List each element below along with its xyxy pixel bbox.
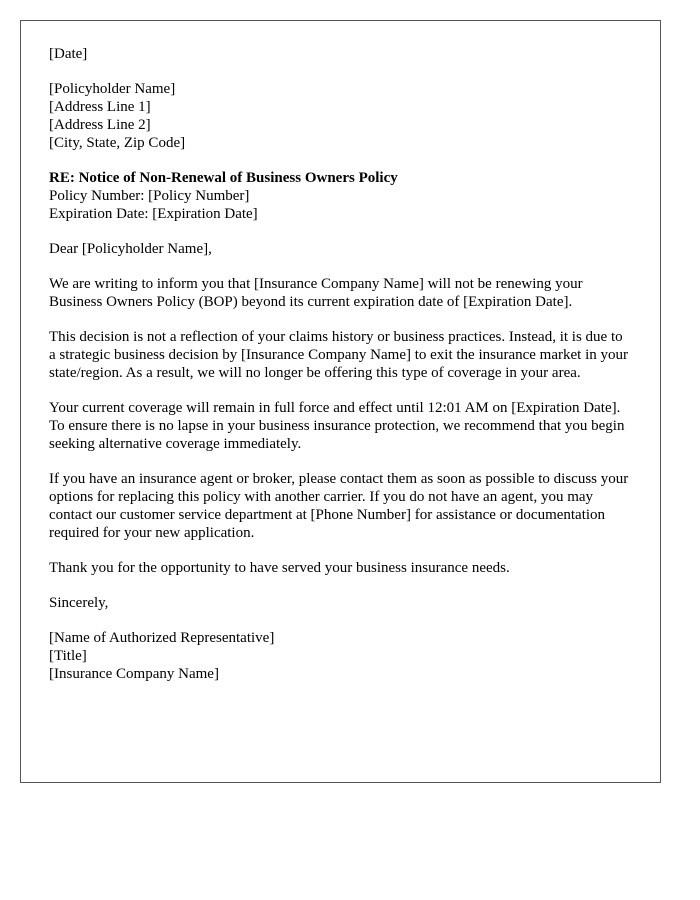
subject-block — [49, 169, 632, 223]
recipient-address-1: [Address Line 1] — [49, 99, 151, 115]
subject-line: RE: Notice of Non-Renewal of Business Owners Policy — [49, 170, 398, 186]
signer-title: [Title] — [49, 648, 87, 664]
recipient-city: [City, State, Zip Code] — [49, 135, 186, 151]
body-paragraph: We are writing to inform you that [Insurance Company Name] will not be renewing your Business Owners Policy (BOP) beyond its current expiration date of [Expiration Date]. — [49, 276, 583, 310]
body-paragraph: If you have an insurance agent or broker, please contact them as soon as possible to discuss your options for replacing this policy with another carrier. If you do not have an agent, you may contact our customer service department at [Phone Number] for assistance or documentation required for your new application. — [49, 471, 629, 541]
letter-date: [Date] — [49, 46, 88, 62]
recipient-block — [49, 80, 632, 152]
expiration-date: Expiration Date: [Expiration Date] — [49, 206, 258, 222]
closing: Sincerely, — [49, 595, 109, 611]
body-paragraph: Thank you for the opportunity to have served your business insurance needs. — [49, 560, 510, 576]
body-paragraph: Your current coverage will remain in full force and effect until 12:01 AM on [Expiration Date]. To ensure there is no lapse in your business insurance protection, we recommend that you begin seeking alternative coverage immediately. — [49, 400, 625, 452]
body-paragraph: This decision is not a reflection of your claims history or business practices. Instead, it is due to a strategic business decision by [Insurance Company Name] to exit the insurance market in your state/region. As a result, we will no longer be offering this type of coverage in your area. — [49, 329, 628, 381]
policy-number: Policy Number: [Policy Number] — [49, 188, 250, 204]
signer-company: [Insurance Company Name] — [49, 666, 219, 682]
signer-name: [Name of Authorized Representative] — [49, 630, 275, 646]
signature-block — [49, 629, 632, 683]
salutation: Dear [Policyholder Name], — [49, 241, 212, 257]
recipient-address-2: [Address Line 2] — [49, 117, 151, 133]
letter — [20, 20, 661, 783]
recipient-name: [Policyholder Name] — [49, 81, 176, 97]
